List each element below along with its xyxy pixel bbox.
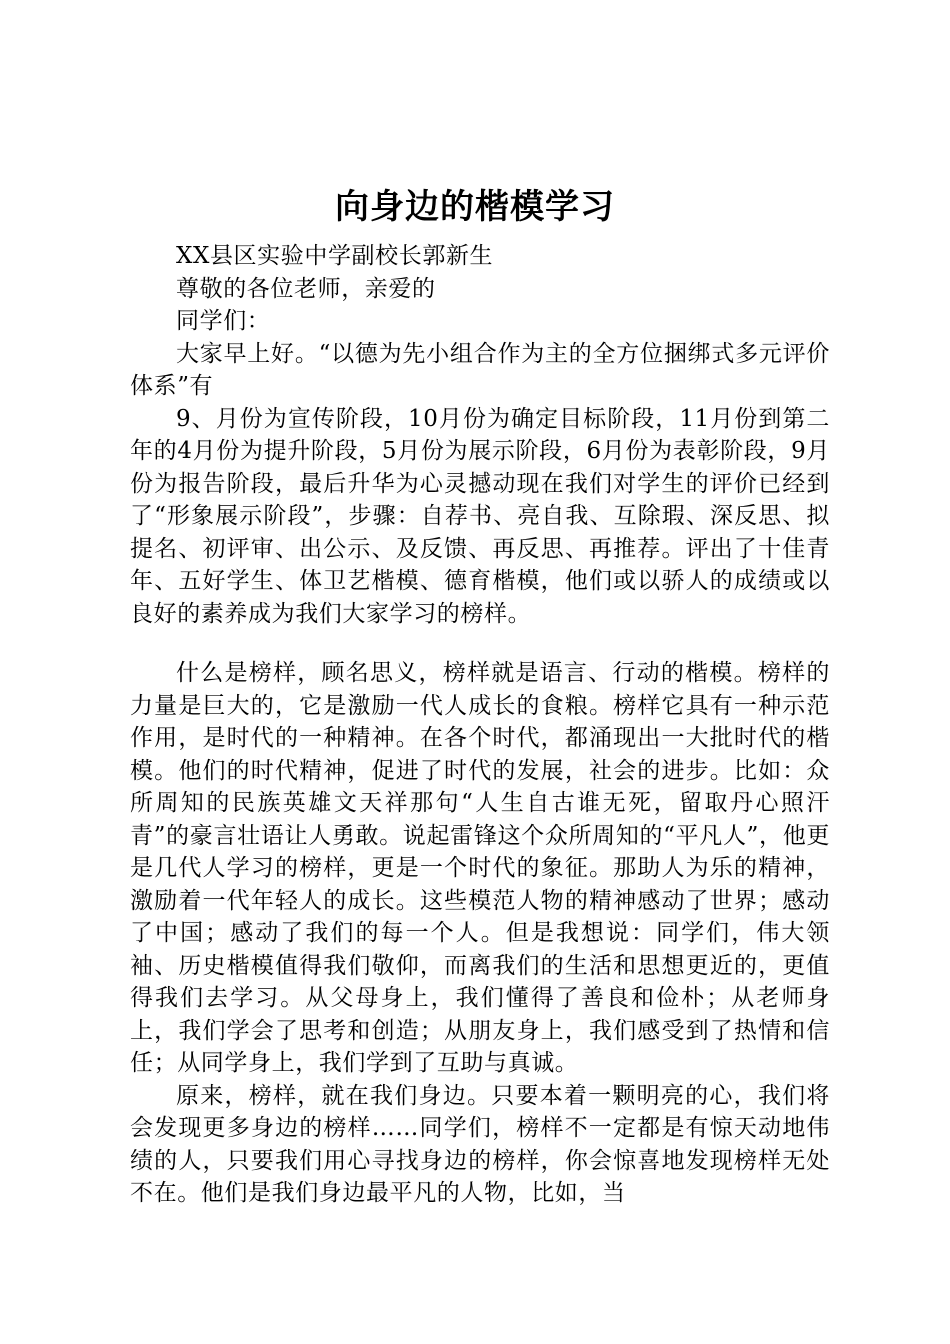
body-paragraph: 9、月份为宣传阶段，10月份为确定目标阶段，11月份到第二年的4月份为提升阶段，5月份为展示阶段，6月份为表彰阶段，9月份为报告阶段，最后升华为心灵撼动现在我们对学生的评价已经到了“形象展示阶段”，步骤：自荐书、亮自我、互除瑕、深反思、拟提名、初评审、出公示、及反馈、再反思、再推荐。评出了十佳青年、五好学生、体卫艺楷模、德育楷模，他们或以骄人的成绩或以良好的素养成为我们大家学习的榜样。 [130,405,830,627]
salutation-line: 尊敬的各位老师，亲爱的 [176,275,436,302]
document-body [130,240,830,1210]
salutation-line-continued: 同学们： [176,308,271,334]
body-paragraph: 原来，榜样，就在我们身边。只要本着一颗明亮的心，我们将会发现更多身边的榜样……同学们，榜样不一定都是有惊天动地伟绩的人，只要我们用心寻找身边的榜样，你会惊喜地发现榜样无处不在。他们是我们身边最平凡的人物，比如，当 [130,1082,830,1206]
document-title: 向身边的楷模学习 [335,187,615,227]
body-paragraph: 大家早上好。“以德为先小组合作为主的全方位捆绑式多元评价体系”有 [130,340,830,399]
author-line: XX县区实验中学副校长郭新生 [176,243,494,269]
body-paragraph: 什么是榜样，顾名思义，榜样就是语言、行动的楷模。榜样的力量是巨大的，它是激励一代人成长的食粮。榜样它具有一种示范作用，是时代的一种精神。在各个时代，都涌现出一大批时代的楷模。他们的时代精神，促进了时代的发展，社会的进步。比如：众所周知的民族英雄文天祥那句“人生自古谁无死，留取丹心照汗青”的豪言壮语让人勇敢。说起雷锋这个众所周知的“平凡人”，他更是几代人学习的榜样，更是一个时代的象征。那助人为乐的精神，激励着一代年轻人的成长。这些模范人物的精神感动了世界；感动了中国；感动了我们的每一个人。但是我想说：同学们，伟大领袖、历史楷模值得我们敬仰，而离我们的生活和思想更近的，更值得我们去学习。从父母身上，我们懂得了善良和俭朴；从老师身上，我们学会了思考和创造；从朋友身上，我们感受到了热情和信任；从同学身上，我们学到了互助与真诚。 [130,660,830,1076]
